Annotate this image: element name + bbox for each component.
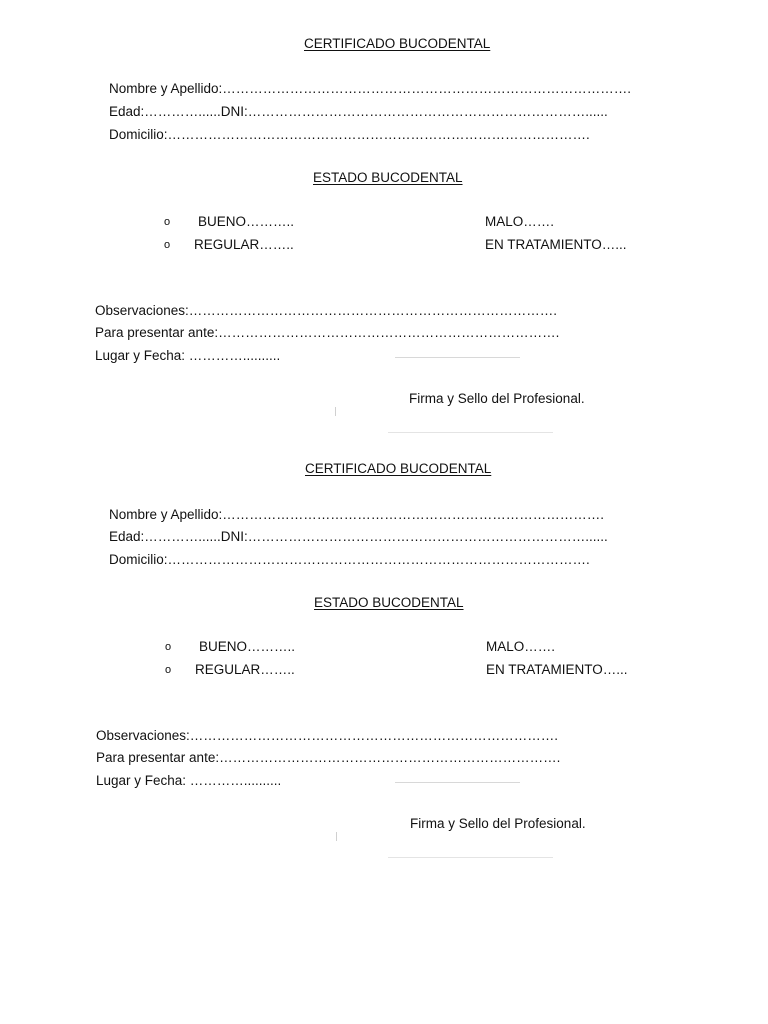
- faint-stamp-mark: [395, 357, 520, 358]
- domicilio-field: Domicilio:………………………………………………………………………………….: [109, 127, 590, 142]
- lugar-fecha-field: Lugar y Fecha: …………..........: [96, 773, 282, 788]
- option-malo: MALO…….: [485, 214, 555, 229]
- option-malo: MALO…….: [486, 639, 556, 654]
- lugar-fecha-field: Lugar y Fecha: …………..........: [95, 348, 281, 363]
- presentar-ante-field: Para presentar ante:………………………………………………………………….: [96, 750, 561, 765]
- faint-stamp-mark: [395, 782, 520, 783]
- bullet-icon: o: [164, 216, 171, 228]
- nombre-apellido-field: Nombre y Apellido:……………………………………………………………………………….: [109, 81, 632, 96]
- bullet-icon: o: [165, 664, 172, 676]
- faint-stamp-mark: [388, 857, 553, 858]
- edad-dni-field: Edad:…………......DNI:…………………………………………………………………......: [109, 529, 608, 544]
- certificate-1: [0, 0, 768, 430]
- option-bueno: BUENO………..: [199, 639, 296, 654]
- estado-title: ESTADO BUCODENTAL: [314, 595, 464, 610]
- bullet-icon: o: [164, 239, 171, 251]
- domicilio-field: Domicilio:………………………………………………………………………………….: [109, 552, 590, 567]
- observaciones-field: Observaciones:……………………………………………………………………….: [95, 303, 558, 318]
- firma-sello-label: Firma y Sello del Profesional.: [409, 391, 585, 406]
- faint-stamp-mark: [335, 407, 336, 416]
- nombre-apellido-field: Nombre y Apellido:………………………………………………………………………….: [109, 507, 605, 522]
- option-regular: REGULAR……..: [195, 662, 295, 677]
- bullet-icon: o: [165, 641, 172, 653]
- estado-title: ESTADO BUCODENTAL: [313, 170, 463, 185]
- option-bueno: BUENO………..: [198, 214, 295, 229]
- certificate-2: [0, 425, 768, 855]
- certificate-title: CERTIFICADO BUCODENTAL: [304, 36, 491, 51]
- option-tratamiento: EN TRATAMIENTO…...: [486, 662, 628, 677]
- faint-stamp-mark: [336, 832, 337, 841]
- option-regular: REGULAR……..: [194, 237, 294, 252]
- observaciones-field: Observaciones:……………………………………………………………………….: [96, 728, 559, 743]
- edad-dni-field: Edad:…………......DNI:…………………………………………………………………......: [109, 104, 608, 119]
- certificate-title: CERTIFICADO BUCODENTAL: [305, 461, 492, 476]
- option-tratamiento: EN TRATAMIENTO…...: [485, 237, 627, 252]
- presentar-ante-field: Para presentar ante:………………………………………………………………….: [95, 325, 560, 340]
- firma-sello-label: Firma y Sello del Profesional.: [410, 816, 586, 831]
